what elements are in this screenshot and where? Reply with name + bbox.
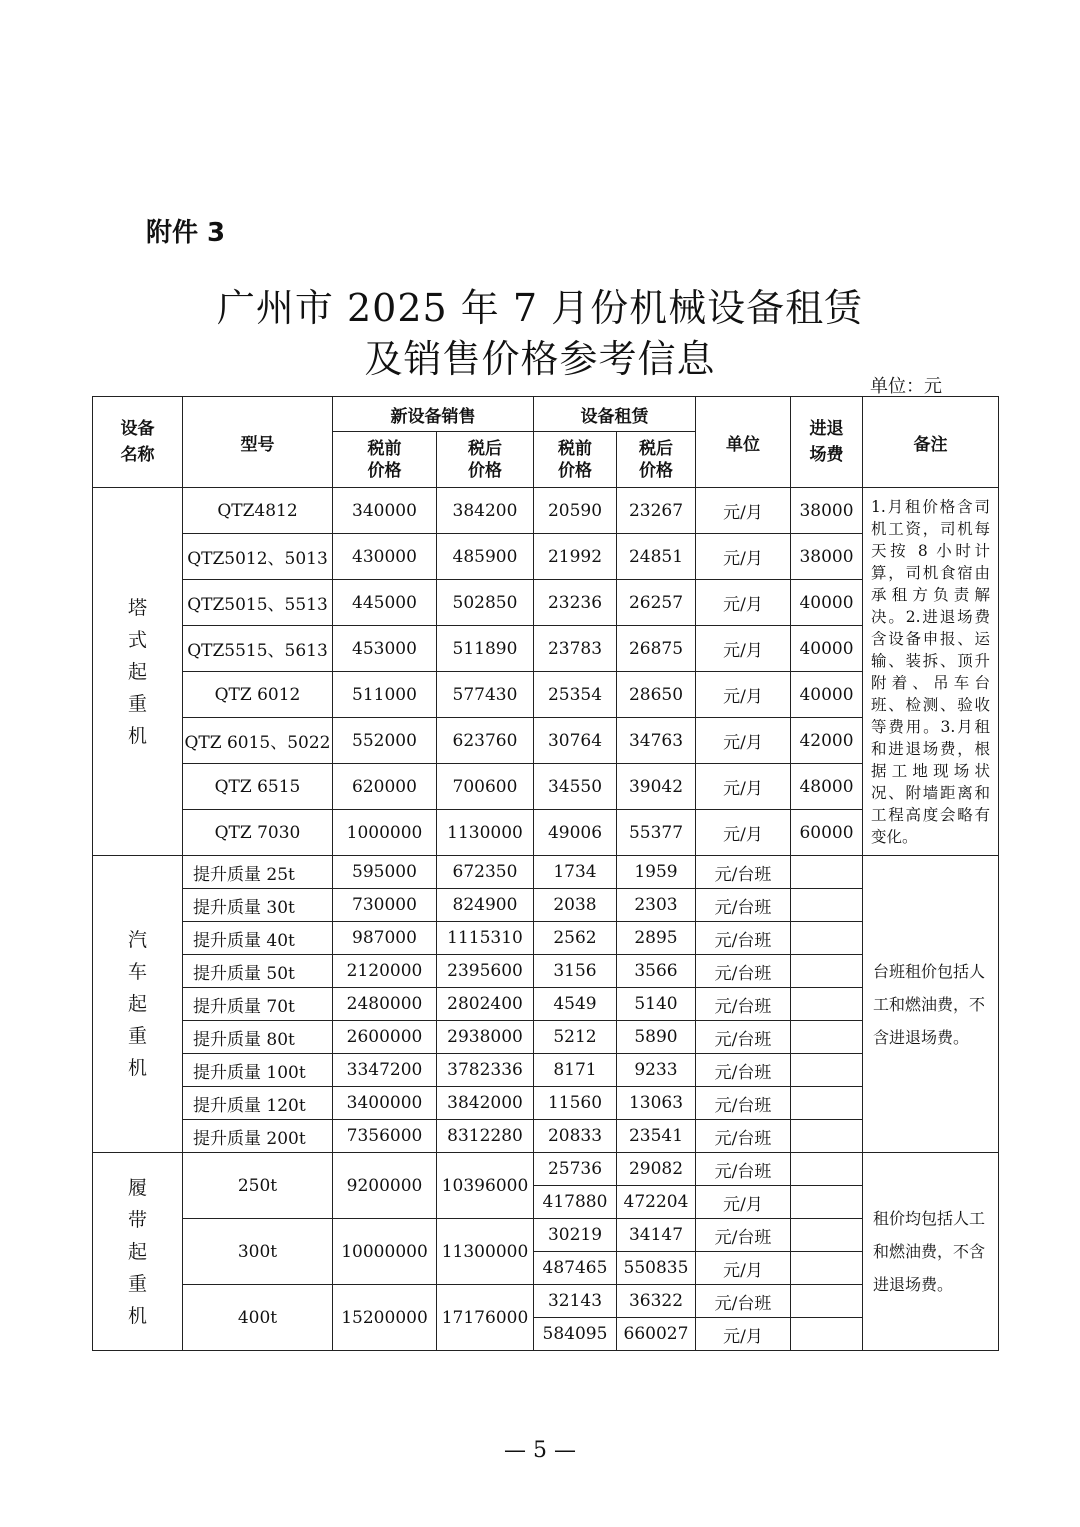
entry-exit-fee-cell: 38000	[791, 488, 863, 534]
sale-after-tax-cell: 672350	[437, 856, 534, 889]
rent-pre-tax-cell: 3156	[534, 955, 617, 988]
remark-cell: 台班租价包括人工和燃油费，不含进退场费。	[863, 856, 999, 1153]
sale-after-tax-cell: 1115310	[437, 922, 534, 955]
equipment-name-char: 履	[127, 1176, 147, 1199]
equipment-name-char: 重	[127, 1272, 147, 1295]
unit-cell: 元/台班	[696, 1120, 791, 1153]
sale-pre-tax-cell: 2480000	[333, 988, 437, 1021]
model-cell: 提升质量 25t	[183, 856, 333, 889]
entry-exit-fee-cell	[791, 922, 863, 955]
unit-cell: 元/月	[696, 534, 791, 580]
equipment-name-char: 塔	[127, 596, 147, 619]
model-cell: 提升质量 50t	[183, 955, 333, 988]
sale-after-tax-cell: 577430	[437, 672, 534, 718]
model-cell: QTZ5015、5513	[183, 580, 333, 626]
rent-after-tax-cell: 26875	[617, 626, 696, 672]
header-rental: 设备租赁	[534, 397, 696, 432]
rent-after-tax-cell: 34763	[617, 718, 696, 764]
rent-pre-tax-cell: 21992	[534, 534, 617, 580]
header-rent-pre-tax: 税前价格	[534, 432, 617, 488]
header-new-sales: 新设备销售	[333, 397, 534, 432]
rent-after-tax-cell: 2303	[617, 889, 696, 922]
rent-after-tax-cell: 5140	[617, 988, 696, 1021]
equipment-name-char: 起	[127, 660, 147, 683]
entry-exit-fee-cell	[791, 1219, 863, 1252]
sale-pre-tax-cell: 1000000	[333, 810, 437, 856]
entry-exit-fee-cell: 40000	[791, 672, 863, 718]
rent-pre-tax-cell: 11560	[534, 1087, 617, 1120]
rent-after-tax-cell: 660027	[617, 1318, 696, 1351]
rent-after-tax-cell: 1959	[617, 856, 696, 889]
model-cell: QTZ 6015、5022	[183, 718, 333, 764]
rent-pre-tax-cell: 417880	[534, 1186, 617, 1219]
rent-after-tax-cell: 2895	[617, 922, 696, 955]
sale-pre-tax-cell: 3400000	[333, 1087, 437, 1120]
model-cell: QTZ5012、5013	[183, 534, 333, 580]
entry-exit-fee-cell: 48000	[791, 764, 863, 810]
entry-exit-fee-cell: 42000	[791, 718, 863, 764]
sale-after-tax-cell: 700600	[437, 764, 534, 810]
attachment-label: 附件 3	[146, 218, 226, 248]
equipment-name-char: 机	[127, 1057, 147, 1079]
sale-after-tax-cell: 3842000	[437, 1087, 534, 1120]
sale-after-tax-cell: 824900	[437, 889, 534, 922]
unit-cell: 元/台班	[696, 922, 791, 955]
rent-pre-tax-cell: 49006	[534, 810, 617, 856]
table-row	[93, 488, 999, 534]
entry-exit-fee-cell	[791, 1252, 863, 1285]
sale-pre-tax-cell: 10000000	[333, 1219, 437, 1285]
table-row	[93, 1153, 999, 1186]
price-table	[92, 396, 999, 1351]
model-cell: 400t	[183, 1285, 333, 1351]
rent-after-tax-cell: 55377	[617, 810, 696, 856]
equipment-name-char: 起	[127, 1240, 147, 1263]
entry-exit-fee-cell	[791, 1087, 863, 1120]
entry-exit-fee-cell	[791, 1054, 863, 1087]
sale-after-tax-cell: 11300000	[437, 1219, 534, 1285]
sale-after-tax-cell: 2802400	[437, 988, 534, 1021]
sale-pre-tax-cell: 7356000	[333, 1120, 437, 1153]
rent-after-tax-cell: 13063	[617, 1087, 696, 1120]
rent-after-tax-cell: 29082	[617, 1153, 696, 1186]
entry-exit-fee-cell	[791, 889, 863, 922]
unit-cell: 元/月	[696, 1318, 791, 1351]
sale-after-tax-cell: 2395600	[437, 955, 534, 988]
page-title-line1: 广州市 2025 年 7 月份机械设备租赁	[216, 286, 864, 330]
sale-after-tax-cell: 384200	[437, 488, 534, 534]
rent-after-tax-cell: 472204	[617, 1186, 696, 1219]
entry-exit-fee-cell	[791, 1021, 863, 1054]
rent-pre-tax-cell: 23236	[534, 580, 617, 626]
rent-pre-tax-cell: 34550	[534, 764, 617, 810]
equipment-name	[93, 488, 183, 856]
rent-pre-tax-cell: 487465	[534, 1252, 617, 1285]
rent-pre-tax-cell: 30764	[534, 718, 617, 764]
sale-pre-tax-cell: 730000	[333, 889, 437, 922]
unit-cell: 元/台班	[696, 1054, 791, 1087]
entry-exit-fee-cell	[791, 1285, 863, 1318]
unit-cell: 元/台班	[696, 856, 791, 889]
unit-cell: 元/台班	[696, 889, 791, 922]
header-remark: 备注	[863, 397, 999, 488]
unit-cell: 元/台班	[696, 1219, 791, 1252]
rent-after-tax-cell: 23541	[617, 1120, 696, 1153]
model-cell: 提升质量 40t	[183, 922, 333, 955]
page-number: — 5 —	[504, 1438, 576, 1463]
unit-cell: 元/月	[696, 488, 791, 534]
sale-after-tax-cell: 485900	[437, 534, 534, 580]
rent-pre-tax-cell: 25354	[534, 672, 617, 718]
rent-pre-tax-cell: 25736	[534, 1153, 617, 1186]
unit-cell: 元/月	[696, 672, 791, 718]
rent-after-tax-cell: 9233	[617, 1054, 696, 1087]
entry-exit-fee-cell: 38000	[791, 534, 863, 580]
rent-pre-tax-cell: 23783	[534, 626, 617, 672]
sale-pre-tax-cell: 511000	[333, 672, 437, 718]
sale-after-tax-cell: 502850	[437, 580, 534, 626]
entry-exit-fee-cell	[791, 955, 863, 988]
model-cell: 提升质量 80t	[183, 1021, 333, 1054]
equipment-name-char: 式	[127, 628, 147, 651]
model-cell: QTZ4812	[183, 488, 333, 534]
entry-exit-fee-cell	[791, 988, 863, 1021]
header-rent-after-tax: 税后价格	[617, 432, 696, 488]
entry-exit-fee-cell	[791, 1186, 863, 1219]
entry-exit-fee-cell	[791, 1120, 863, 1153]
entry-exit-fee-cell: 40000	[791, 580, 863, 626]
equipment-name	[93, 856, 183, 1153]
unit-cell: 元/台班	[696, 1153, 791, 1186]
table-row	[93, 856, 999, 889]
rent-after-tax-cell: 26257	[617, 580, 696, 626]
header-entry-exit-fee: 进退场费	[791, 397, 863, 488]
sale-pre-tax-cell: 9200000	[333, 1153, 437, 1219]
rent-pre-tax-cell: 4549	[534, 988, 617, 1021]
sale-pre-tax-cell: 453000	[333, 626, 437, 672]
entry-exit-fee-cell	[791, 1318, 863, 1351]
equipment-name-char: 重	[127, 692, 147, 715]
rent-after-tax-cell: 5890	[617, 1021, 696, 1054]
sale-after-tax-cell: 623760	[437, 718, 534, 764]
rent-pre-tax-cell: 30219	[534, 1219, 617, 1252]
unit-cell: 元/月	[696, 1186, 791, 1219]
equipment-name-char: 机	[127, 1304, 147, 1327]
entry-exit-fee-cell: 40000	[791, 626, 863, 672]
sale-after-tax-cell: 3782336	[437, 1054, 534, 1087]
entry-exit-fee-cell	[791, 1153, 863, 1186]
sale-pre-tax-cell: 340000	[333, 488, 437, 534]
model-cell: 提升质量 70t	[183, 988, 333, 1021]
equipment-name-char: 起	[127, 993, 147, 1015]
unit-cell: 元/月	[696, 810, 791, 856]
unit-cell: 元/台班	[696, 988, 791, 1021]
rent-after-tax-cell: 550835	[617, 1252, 696, 1285]
model-cell: 250t	[183, 1153, 333, 1219]
unit-note: 单位：元	[870, 376, 942, 397]
equipment-name	[93, 1153, 183, 1351]
header-unit: 单位	[696, 397, 791, 488]
sale-pre-tax-cell: 552000	[333, 718, 437, 764]
model-cell: QTZ5515、5613	[183, 626, 333, 672]
rent-after-tax-cell: 3566	[617, 955, 696, 988]
unit-cell: 元/月	[696, 1252, 791, 1285]
rent-after-tax-cell: 24851	[617, 534, 696, 580]
header-equipment-name: 设备名称	[93, 397, 183, 488]
equipment-name-char: 车	[127, 961, 147, 983]
unit-cell: 元/月	[696, 580, 791, 626]
page-title-line2: 及销售价格参考信息	[364, 337, 716, 381]
rent-pre-tax-cell: 20590	[534, 488, 617, 534]
model-cell: 提升质量 120t	[183, 1087, 333, 1120]
rent-after-tax-cell: 34147	[617, 1219, 696, 1252]
rent-pre-tax-cell: 5212	[534, 1021, 617, 1054]
unit-cell: 元/台班	[696, 1021, 791, 1054]
equipment-name-char: 带	[127, 1208, 147, 1231]
sale-pre-tax-cell: 3347200	[333, 1054, 437, 1087]
unit-cell: 元/台班	[696, 955, 791, 988]
model-cell: QTZ 7030	[183, 810, 333, 856]
entry-exit-fee-cell: 60000	[791, 810, 863, 856]
remark-cell: 1.月租价格含司机工资，司机每天按 8 小时计算，司机食宿由承租方负责解决。2.进退场费含设备申报、运输、装拆、顶升附着、吊车台班、检测、验收等费用。3.月租和进退场费，根据工地现场状况、附墙距离和工程高度会略有变化。	[863, 488, 999, 856]
model-cell: 300t	[183, 1219, 333, 1285]
rent-pre-tax-cell: 8171	[534, 1054, 617, 1087]
remark-cell: 租价均包括人工和燃油费，不含进退场费。	[863, 1153, 999, 1351]
sale-pre-tax-cell: 15200000	[333, 1285, 437, 1351]
model-cell: 提升质量 200t	[183, 1120, 333, 1153]
sale-after-tax-cell: 2938000	[437, 1021, 534, 1054]
sale-after-tax-cell: 8312280	[437, 1120, 534, 1153]
model-cell: 提升质量 30t	[183, 889, 333, 922]
sale-pre-tax-cell: 620000	[333, 764, 437, 810]
unit-cell: 元/月	[696, 718, 791, 764]
sale-after-tax-cell: 17176000	[437, 1285, 534, 1351]
rent-pre-tax-cell: 584095	[534, 1318, 617, 1351]
unit-cell: 元/月	[696, 764, 791, 810]
sale-pre-tax-cell: 2600000	[333, 1021, 437, 1054]
equipment-name-char: 汽	[127, 929, 147, 951]
rent-pre-tax-cell: 32143	[534, 1285, 617, 1318]
unit-cell: 元/台班	[696, 1087, 791, 1120]
rent-after-tax-cell: 28650	[617, 672, 696, 718]
header-model: 型号	[183, 397, 333, 488]
model-cell: QTZ 6515	[183, 764, 333, 810]
unit-cell: 元/台班	[696, 1285, 791, 1318]
sale-pre-tax-cell: 430000	[333, 534, 437, 580]
sale-after-tax-cell: 511890	[437, 626, 534, 672]
equipment-name-char: 重	[127, 1025, 147, 1047]
rent-pre-tax-cell: 1734	[534, 856, 617, 889]
model-cell: 提升质量 100t	[183, 1054, 333, 1087]
sale-after-tax-cell: 10396000	[437, 1153, 534, 1219]
equipment-name-char: 机	[127, 724, 147, 747]
header-sale-pre-tax: 税前价格	[333, 432, 437, 488]
rent-pre-tax-cell: 2038	[534, 889, 617, 922]
sale-pre-tax-cell: 2120000	[333, 955, 437, 988]
rent-after-tax-cell: 39042	[617, 764, 696, 810]
rent-pre-tax-cell: 20833	[534, 1120, 617, 1153]
sale-after-tax-cell: 1130000	[437, 810, 534, 856]
sale-pre-tax-cell: 595000	[333, 856, 437, 889]
rent-after-tax-cell: 23267	[617, 488, 696, 534]
model-cell: QTZ 6012	[183, 672, 333, 718]
rent-after-tax-cell: 36322	[617, 1285, 696, 1318]
entry-exit-fee-cell	[791, 856, 863, 889]
rent-pre-tax-cell: 2562	[534, 922, 617, 955]
sale-pre-tax-cell: 445000	[333, 580, 437, 626]
sale-pre-tax-cell: 987000	[333, 922, 437, 955]
header-sale-after-tax: 税后价格	[437, 432, 534, 488]
unit-cell: 元/月	[696, 626, 791, 672]
